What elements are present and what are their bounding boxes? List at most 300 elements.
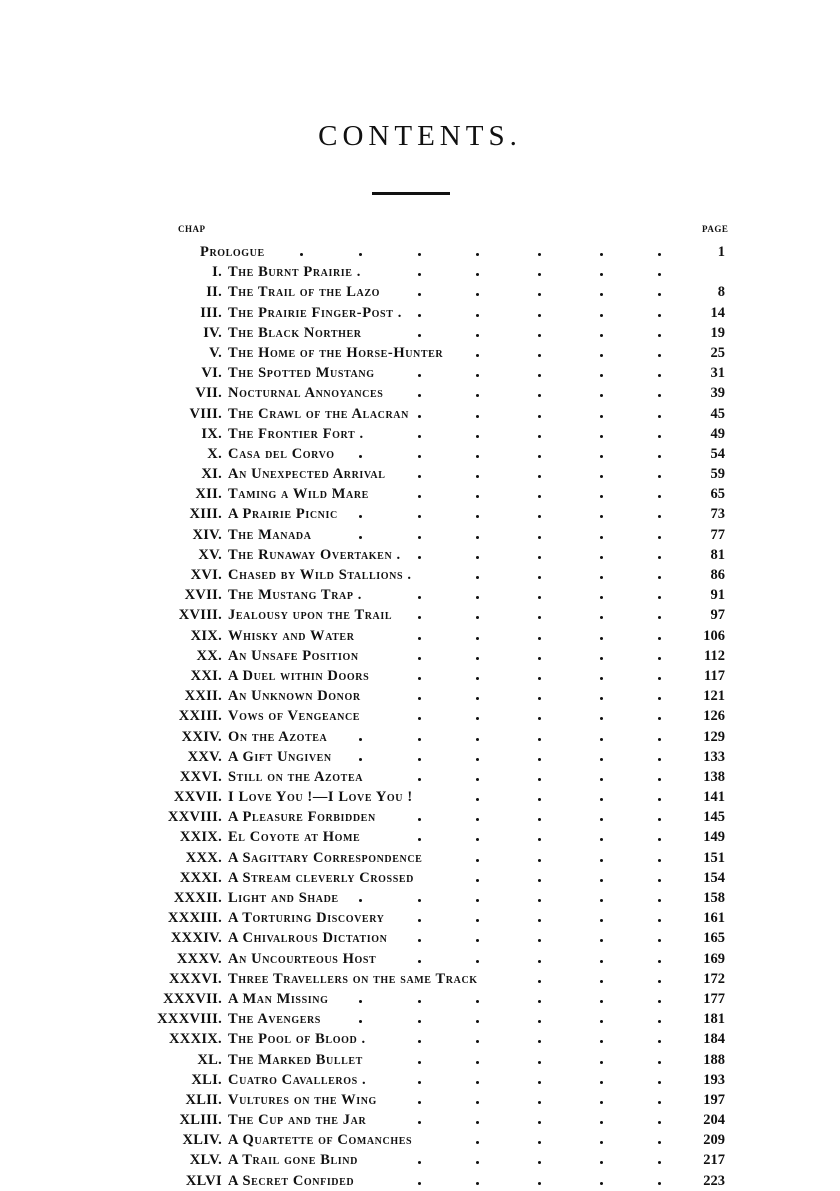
leader-dot: [418, 455, 421, 458]
leader-dot: [418, 556, 421, 559]
chapter-number: XXVI.: [179, 768, 222, 785]
leader-dot: [538, 859, 541, 862]
leader-dot: [600, 314, 603, 317]
chapter-number: II.: [206, 284, 222, 301]
chapter-title: A Trail gone Blind: [228, 1152, 358, 1169]
leader-dot: [538, 677, 541, 680]
leader-dot: [538, 556, 541, 559]
toc-entry: [0, 727, 840, 747]
leader-dot: [600, 980, 603, 983]
leader-dot: [600, 556, 603, 559]
leader-dot: [476, 697, 479, 700]
leader-dot: [658, 1101, 661, 1104]
leader-dot: [538, 314, 541, 317]
toc-entry: [0, 747, 840, 767]
leader-dot: [658, 717, 661, 720]
leader-dot: [418, 899, 421, 902]
leader-dot: [418, 657, 421, 660]
leader-dot: [658, 556, 661, 559]
toc-entry: [0, 827, 840, 847]
leader-dot: [600, 818, 603, 821]
leader-dot: [538, 435, 541, 438]
page-number: 14: [710, 304, 725, 321]
leader-dot: [538, 980, 541, 983]
leader-dot: [658, 738, 661, 741]
dot-leaders: [0, 262, 840, 282]
leader-dot: [359, 738, 362, 741]
leader-dot: [600, 1121, 603, 1124]
leader-dot: [658, 435, 661, 438]
leader-dot: [600, 293, 603, 296]
leader-dot: [359, 455, 362, 458]
page-number: 184: [703, 1031, 725, 1048]
chapter-number: XIII.: [189, 506, 222, 523]
chapter-number: IV.: [203, 324, 222, 341]
leader-dot: [418, 738, 421, 741]
chapter-title: A Chivalrous Dictation: [228, 930, 388, 947]
leader-dot: [476, 637, 479, 640]
leader-dot: [538, 1040, 541, 1043]
leader-dot: [538, 778, 541, 781]
page-number: 149: [703, 829, 725, 846]
page-number: 161: [703, 910, 725, 927]
toc-entry: [0, 1150, 840, 1170]
leader-dot: [538, 354, 541, 357]
page-number: 19: [710, 324, 725, 341]
chapter-number: XXIV.: [181, 728, 222, 745]
leader-dot: [538, 394, 541, 397]
chapter-title: A Secret Confided: [228, 1172, 355, 1189]
page-number: 141: [703, 789, 725, 806]
chapter-title: The Frontier Fort .: [228, 425, 364, 442]
chapter-title: Still on the Azotea: [228, 768, 364, 785]
leader-dot: [418, 1081, 421, 1084]
leader-dot: [600, 475, 603, 478]
chapter-number: VI.: [201, 365, 222, 382]
leader-dot: [600, 596, 603, 599]
leader-dot: [418, 415, 421, 418]
chapter-title: A Sagittary Correspondence: [228, 849, 423, 866]
chapter-title: A Gift Ungiven: [228, 748, 332, 765]
leader-dot: [600, 1081, 603, 1084]
page-number: 81: [710, 546, 725, 563]
leader-dot: [600, 1182, 603, 1185]
leader-dot: [476, 738, 479, 741]
leader-dot: [359, 253, 362, 256]
leader-dot: [418, 717, 421, 720]
leader-dot: [658, 314, 661, 317]
chapter-number: XXXV.: [176, 950, 222, 967]
leader-dot: [476, 596, 479, 599]
toc-entry: [0, 969, 840, 989]
toc-entry: [0, 686, 840, 706]
leader-dot: [418, 334, 421, 337]
leader-dot: [538, 899, 541, 902]
page-number: 181: [703, 1011, 725, 1028]
leader-dot: [418, 596, 421, 599]
leader-dot: [658, 253, 661, 256]
leader-dot: [538, 838, 541, 841]
page-number: 8: [717, 284, 725, 301]
leader-dot: [538, 1182, 541, 1185]
toc-entry: [0, 646, 840, 666]
toc-entry: [0, 1090, 840, 1110]
leader-dot: [476, 818, 479, 821]
page-number: 77: [710, 526, 725, 543]
chapter-title: The Cup and the Jar: [228, 1112, 367, 1129]
chapter-title: An Unexpected Arrival: [228, 466, 386, 483]
leader-dot: [658, 616, 661, 619]
leader-dot: [600, 394, 603, 397]
leader-dot: [658, 455, 661, 458]
chapter-title: The Mustang Trap .: [228, 587, 362, 604]
leader-dot: [658, 515, 661, 518]
leader-dot: [476, 556, 479, 559]
leader-dot: [476, 354, 479, 357]
leader-dot: [658, 334, 661, 337]
page-number: 133: [703, 748, 725, 765]
page-number: 1: [717, 244, 725, 260]
toc-entry: [0, 928, 840, 948]
page-number: 223: [703, 1172, 725, 1189]
page-number: 129: [703, 728, 725, 745]
leader-dot: [658, 1000, 661, 1003]
leader-dot: [476, 1081, 479, 1084]
leader-dot: [600, 879, 603, 882]
chapter-title: I Love You !—I Love You !: [228, 789, 413, 806]
leader-dot: [538, 1141, 541, 1144]
leader-dot: [476, 435, 479, 438]
leader-dot: [538, 919, 541, 922]
leader-dot: [418, 1040, 421, 1043]
page-number: 39: [710, 385, 725, 402]
leader-dot: [658, 980, 661, 983]
toc-entry: [0, 989, 840, 1009]
leader-dot: [538, 576, 541, 579]
leader-dot: [476, 758, 479, 761]
chapter-title: An Unknown Donor: [228, 688, 361, 705]
chapter-title: Light and Shade: [228, 890, 339, 906]
leader-dot: [476, 293, 479, 296]
chapter-column-header: CHAP: [178, 224, 206, 234]
leader-dot: [418, 394, 421, 397]
leader-dot: [658, 273, 661, 276]
toc-entry: [0, 545, 840, 565]
leader-dot: [418, 475, 421, 478]
leader-dot: [658, 919, 661, 922]
toc-entry: [0, 1009, 840, 1029]
toc-entry: [0, 242, 840, 262]
leader-dot: [600, 515, 603, 518]
leader-dot: [476, 1101, 479, 1104]
page-number: 209: [703, 1132, 725, 1149]
chapter-number: XXXI.: [179, 869, 222, 886]
leader-dot: [476, 1040, 479, 1043]
leader-dot: [600, 354, 603, 357]
leader-dot: [658, 374, 661, 377]
chapter-number: XXX.: [185, 849, 222, 866]
chapter-title: An Unsafe Position: [228, 647, 359, 664]
leader-dot: [658, 798, 661, 801]
leader-dot: [600, 838, 603, 841]
chapter-number: IX.: [201, 425, 222, 442]
page-number: 54: [710, 445, 725, 462]
leader-dot: [418, 1161, 421, 1164]
leader-dot: [600, 435, 603, 438]
chapter-title: Cuatro Cavalleros .: [228, 1071, 367, 1088]
chapter-title: Nocturnal Annoyances: [228, 385, 384, 402]
leader-dot: [538, 596, 541, 599]
leader-dot: [538, 374, 541, 377]
leader-dot: [538, 455, 541, 458]
toc-entry: [0, 1050, 840, 1070]
leader-dot: [658, 637, 661, 640]
leader-dot: [476, 960, 479, 963]
leader-dot: [476, 1141, 479, 1144]
leader-dot: [476, 394, 479, 397]
toc-entry: [0, 949, 840, 969]
leader-dot: [418, 939, 421, 942]
leader-dot: [658, 576, 661, 579]
leader-dot: [476, 1182, 479, 1185]
leader-dot: [658, 758, 661, 761]
chapter-title: The Prairie Finger-Post .: [228, 304, 402, 321]
chapter-title: The Home of the Horse-Hunter: [228, 344, 444, 361]
leader-dot: [418, 1061, 421, 1064]
toc-entry: [0, 1070, 840, 1090]
toc-entry: [0, 464, 840, 484]
chapter-number: XII.: [195, 486, 222, 503]
page-number: 31: [710, 365, 725, 382]
leader-dot: [538, 1161, 541, 1164]
page-number: 193: [703, 1071, 725, 1088]
leader-dot: [476, 536, 479, 539]
chapter-title: Jealousy upon the Trail: [228, 607, 393, 624]
leader-dot: [600, 415, 603, 418]
leader-dot: [658, 939, 661, 942]
chapter-number: XXVIII.: [167, 809, 222, 826]
chapter-number: XX.: [196, 647, 222, 664]
leader-dot: [658, 677, 661, 680]
leader-dot: [600, 899, 603, 902]
leader-dot: [600, 1040, 603, 1043]
leader-dot: [418, 293, 421, 296]
page-number: 172: [703, 970, 725, 987]
chapter-number: XIX.: [190, 627, 222, 644]
toc-entry: [0, 605, 840, 625]
leader-dot: [476, 717, 479, 720]
leader-dot: [476, 899, 479, 902]
toc-entry: [0, 908, 840, 928]
leader-dot: [658, 394, 661, 397]
leader-dot: [476, 273, 479, 276]
toc-entry: [0, 868, 840, 888]
chapter-title: A Torturing Discovery: [228, 910, 385, 927]
leader-dot: [418, 314, 421, 317]
leader-dot: [600, 455, 603, 458]
leader-dot: [359, 758, 362, 761]
chapter-title: A Pleasure Forbidden: [228, 809, 376, 826]
page-number: 126: [703, 708, 725, 725]
page-number: 158: [703, 890, 725, 906]
leader-dot: [476, 879, 479, 882]
chapter-title: The Manada: [228, 526, 312, 543]
page-number: 73: [710, 506, 725, 523]
leader-dot: [476, 1020, 479, 1023]
chapter-number: XXXII.: [173, 890, 222, 906]
toc-entry: [0, 706, 840, 726]
toc-entry: [0, 1029, 840, 1049]
chapter-number: XLII.: [185, 1091, 222, 1108]
page-number: 25: [710, 344, 725, 361]
toc-entry: [0, 444, 840, 464]
leader-dot: [418, 374, 421, 377]
chapter-title: A Prairie Picnic: [228, 506, 338, 523]
toc-entry: [0, 383, 840, 403]
toc-entry: [0, 888, 840, 908]
leader-dot: [538, 818, 541, 821]
page-number: 138: [703, 768, 725, 785]
leader-dot: [658, 596, 661, 599]
page-number: 45: [710, 405, 725, 422]
toc-entry: [0, 1110, 840, 1130]
leader-dot: [600, 919, 603, 922]
leader-dot: [476, 253, 479, 256]
leader-dot: [538, 515, 541, 518]
leader-dot: [538, 1081, 541, 1084]
leader-dot: [418, 919, 421, 922]
chapter-number: I.: [212, 264, 222, 281]
leader-dot: [658, 1141, 661, 1144]
chapter-title: The Runaway Overtaken .: [228, 546, 401, 563]
chapter-number: XXXVII.: [163, 990, 222, 1007]
toc-entry: [0, 787, 840, 807]
page-number: 188: [703, 1051, 725, 1068]
chapter-number: XLVI: [185, 1172, 222, 1189]
leader-dot: [658, 1182, 661, 1185]
leader-dot: [600, 1020, 603, 1023]
chapter-title: A Duel within Doors: [228, 667, 370, 684]
chapter-number: XXXVIII.: [157, 1011, 222, 1028]
leader-dot: [418, 758, 421, 761]
leader-dot: [658, 899, 661, 902]
page-number: 197: [703, 1091, 725, 1108]
toc-entry: [0, 323, 840, 343]
leader-dot: [658, 879, 661, 882]
leader-dot: [600, 697, 603, 700]
leader-dot: [476, 778, 479, 781]
chapter-number: XXIX.: [179, 829, 222, 846]
leader-dot: [600, 495, 603, 498]
page-number: 165: [703, 930, 725, 947]
leader-dot: [658, 354, 661, 357]
leader-dot: [476, 657, 479, 660]
leader-dot: [658, 1081, 661, 1084]
leader-dot: [600, 859, 603, 862]
leader-dot: [600, 738, 603, 741]
toc-entry: [0, 807, 840, 827]
chapter-number: XV.: [198, 546, 222, 563]
leader-dot: [658, 1040, 661, 1043]
leader-dot: [476, 1061, 479, 1064]
chapter-number: XXXIV.: [170, 930, 222, 947]
leader-dot: [538, 1000, 541, 1003]
leader-dot: [418, 697, 421, 700]
toc-entry: [0, 626, 840, 646]
toc-entry: [0, 585, 840, 605]
leader-dot: [359, 899, 362, 902]
chapter-title: Chased by Wild Stallions .: [228, 567, 412, 583]
chapter-number: XVIII.: [178, 607, 222, 624]
leader-dot: [476, 495, 479, 498]
page-number: 112: [704, 647, 725, 664]
chapter-number: XLIII.: [179, 1112, 222, 1129]
leader-dot: [600, 273, 603, 276]
page-number: 177: [703, 990, 725, 1007]
leader-dot: [538, 334, 541, 337]
leader-dot: [658, 1161, 661, 1164]
toc-entry: [0, 484, 840, 504]
page-number: 121: [703, 688, 725, 705]
leader-dot: [418, 1101, 421, 1104]
leader-dot: [658, 1121, 661, 1124]
chapter-title: A Stream cleverly Crossed: [228, 869, 414, 886]
toc-entry: [0, 363, 840, 383]
leader-dot: [476, 1161, 479, 1164]
leader-dot: [418, 1182, 421, 1185]
leader-dot: [600, 1161, 603, 1164]
leader-dot: [600, 939, 603, 942]
leader-dot: [538, 879, 541, 882]
leader-dot: [418, 273, 421, 276]
leader-dot: [538, 273, 541, 276]
leader-dot: [658, 536, 661, 539]
chapter-title: On the Azotea: [228, 728, 328, 745]
chapter-number: X.: [207, 445, 222, 462]
page-number: 204: [703, 1112, 725, 1129]
chapter-title: The Pool of Blood .: [228, 1031, 366, 1048]
chapter-number: XLIV.: [182, 1132, 222, 1149]
leader-dot: [600, 1101, 603, 1104]
leader-dot: [600, 758, 603, 761]
page-number: 217: [703, 1152, 725, 1169]
page-number: 106: [703, 627, 725, 644]
chapter-title: The Marked Bullet: [228, 1051, 363, 1068]
leader-dot: [538, 1101, 541, 1104]
chapter-number: III.: [200, 304, 222, 321]
leader-dot: [538, 415, 541, 418]
leader-dot: [418, 435, 421, 438]
leader-dot: [538, 536, 541, 539]
leader-dot: [418, 253, 421, 256]
leader-dot: [476, 1121, 479, 1124]
leader-dot: [600, 717, 603, 720]
table-of-contents: [0, 242, 840, 1191]
leader-dot: [658, 859, 661, 862]
chapter-title: The Trail of the Lazo: [228, 284, 380, 301]
chapter-number: VII.: [195, 385, 222, 402]
leader-dot: [600, 253, 603, 256]
leader-dot: [418, 515, 421, 518]
page-column-header: PAGE: [702, 224, 729, 234]
leader-dot: [600, 677, 603, 680]
leader-dot: [658, 657, 661, 660]
leader-dot: [658, 475, 661, 478]
toc-entry: [0, 565, 840, 585]
leader-dot: [538, 798, 541, 801]
leader-dot: [538, 1061, 541, 1064]
leader-dot: [600, 374, 603, 377]
